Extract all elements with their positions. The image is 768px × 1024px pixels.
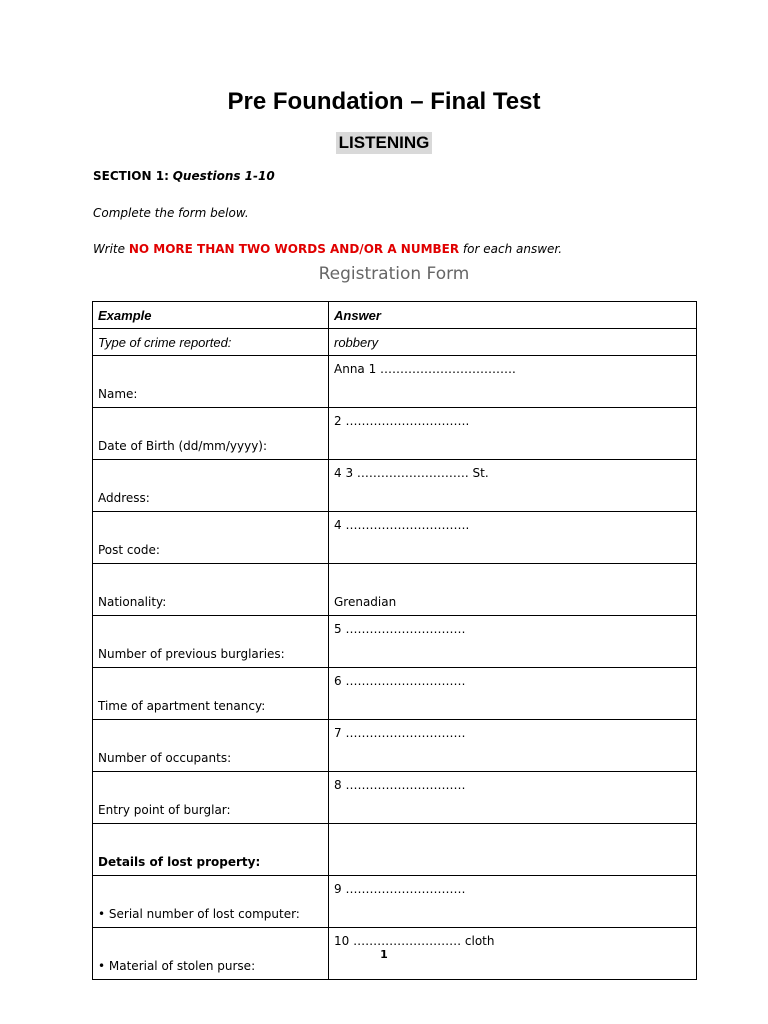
table-row (93, 408, 697, 460)
table-row (93, 876, 697, 928)
instruction-complete: Complete the form below. (93, 206, 249, 220)
instruction-emphasis: NO MORE THAN TWO WORDS AND/OR A NUMBER (128, 242, 460, 256)
row-answer[interactable]: 5 ………………………… (329, 616, 697, 668)
row-label: • Serial number of lost computer: (93, 876, 329, 928)
instruction-word-limit (93, 242, 562, 256)
row-answer: Grenadian (329, 564, 697, 616)
instruction-prefix: Write (93, 242, 126, 256)
row-answer[interactable]: 4 3 ………………………. St. (329, 460, 697, 512)
registration-form-table (92, 301, 697, 980)
instruction-suffix: for each answer. (462, 242, 563, 256)
table-header-row (93, 302, 697, 329)
row-label: Post code: (93, 512, 329, 564)
table-row (93, 720, 697, 772)
header-answer: Answer (329, 302, 697, 329)
subtitle-wrap (0, 132, 768, 154)
example-label: Type of crime reported: (93, 329, 329, 356)
row-label: Nationality: (93, 564, 329, 616)
row-answer[interactable]: 7 ………………………… (329, 720, 697, 772)
row-label: Name: (93, 356, 329, 408)
header-example: Example (93, 302, 329, 329)
row-label: Number of previous burglaries: (93, 616, 329, 668)
table-row (93, 668, 697, 720)
table-row (93, 512, 697, 564)
table-row (93, 616, 697, 668)
row-answer[interactable]: 8 ………………………… (329, 772, 697, 824)
section-heading (93, 169, 275, 183)
example-answer: robbery (329, 329, 697, 356)
example-row (93, 329, 697, 356)
page-number: 1 (380, 948, 388, 961)
row-answer[interactable]: 10 ……………………… cloth (329, 928, 697, 980)
table-row (93, 460, 697, 512)
table-row (93, 824, 697, 876)
row-answer[interactable]: 6 ………………………… (329, 668, 697, 720)
table-row (93, 772, 697, 824)
row-label: • Material of stolen purse: (93, 928, 329, 980)
section-label: SECTION 1: (93, 169, 169, 183)
row-answer (329, 824, 697, 876)
row-answer[interactable]: 2 …………………………. (329, 408, 697, 460)
row-label: Time of apartment tenancy: (93, 668, 329, 720)
row-label: Entry point of burglar: (93, 772, 329, 824)
table-row (93, 356, 697, 408)
row-label: Date of Birth (dd/mm/yyyy): (93, 408, 329, 460)
row-answer[interactable]: 9 ………………………… (329, 876, 697, 928)
row-label: Number of occupants: (93, 720, 329, 772)
listening-heading: LISTENING (336, 132, 433, 154)
section-questions: Questions 1-10 (172, 169, 275, 183)
row-answer[interactable]: 4 …………………………. (329, 512, 697, 564)
row-label: Details of lost property: (93, 824, 329, 876)
table-row (93, 564, 697, 616)
form-title: Registration Form (318, 264, 470, 284)
row-answer[interactable]: Anna 1 ……………………………. (329, 356, 697, 408)
row-label: Address: (93, 460, 329, 512)
page-title: Pre Foundation – Final Test (227, 88, 541, 115)
